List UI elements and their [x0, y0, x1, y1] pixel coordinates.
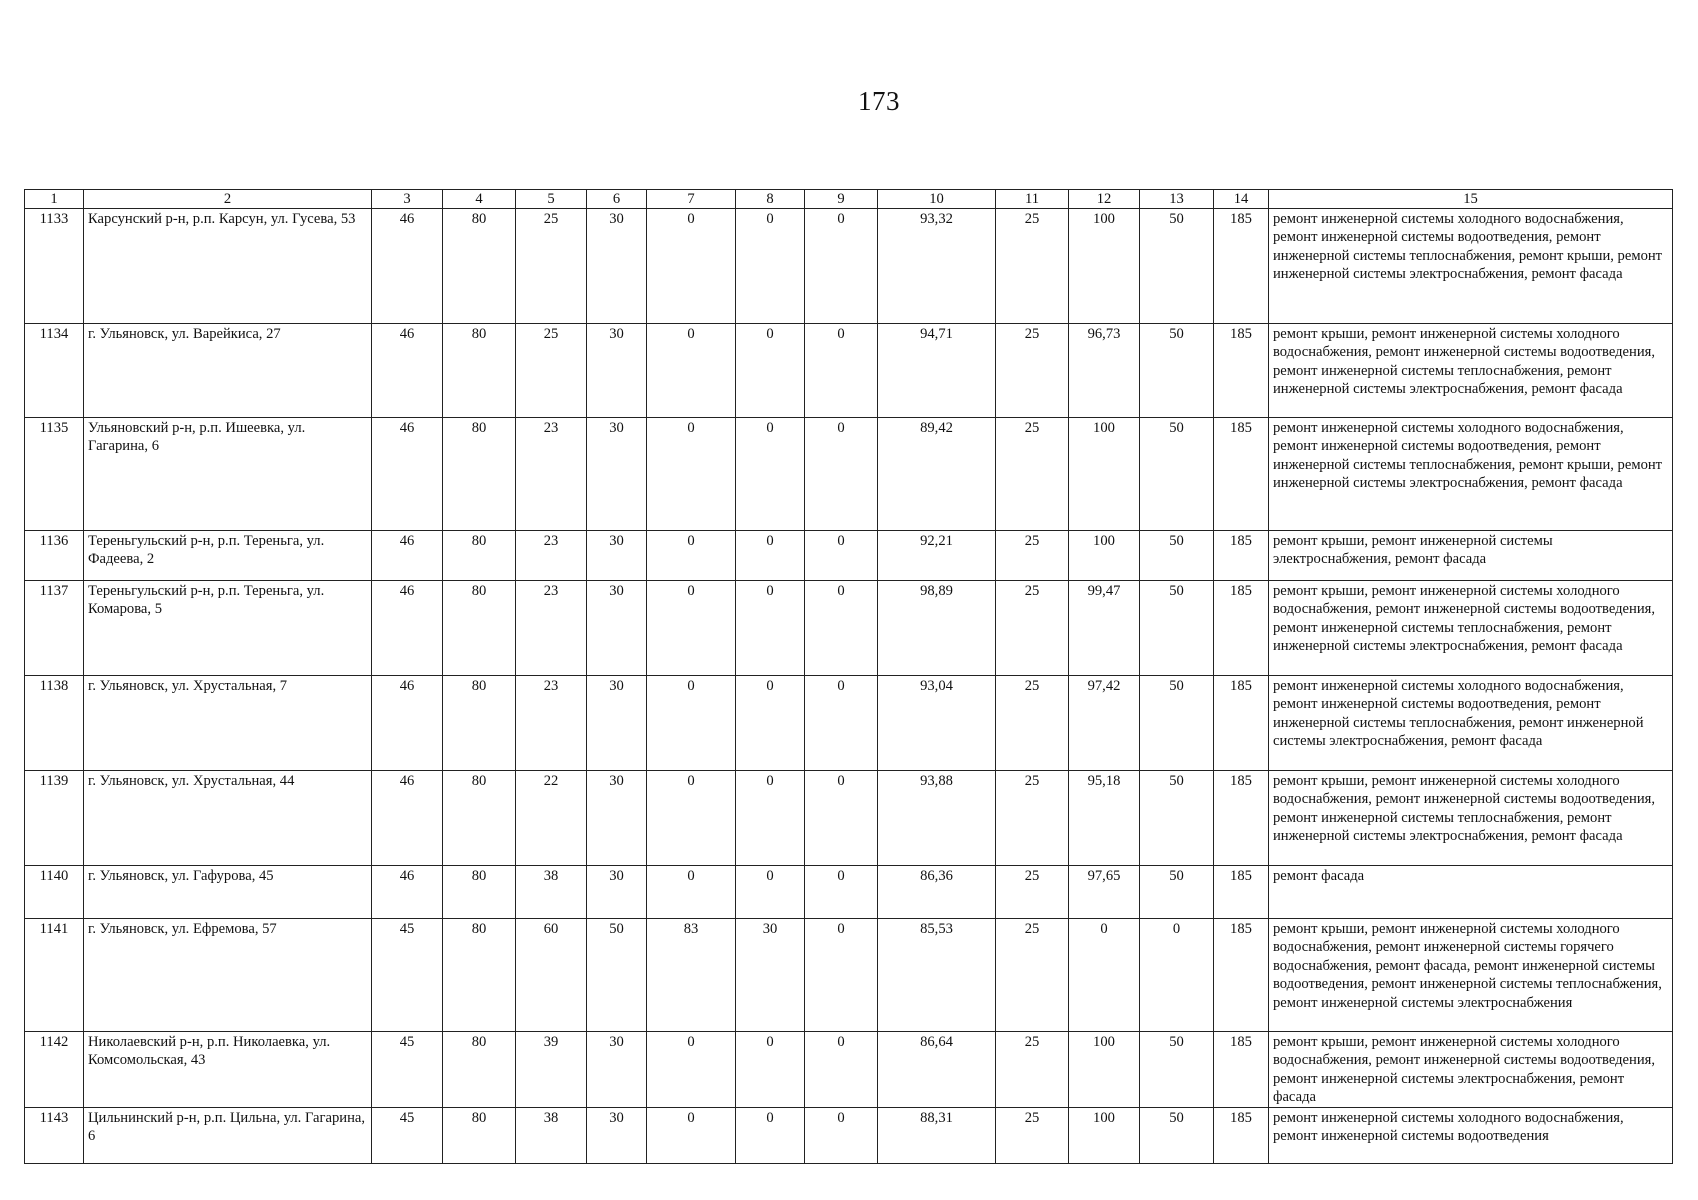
col-12-cell: 97,65	[1069, 866, 1140, 919]
col-6-cell: 30	[587, 866, 647, 919]
works-description-cell: ремонт инженерной системы холодного водоснабжения, ремонт инженерной системы водоотведения, ремонт инженерной системы теплоснабжения, ремонт крыши, ремонт инженерной системы электроснабжения, ремонт фасада	[1269, 418, 1673, 531]
col-12-cell: 100	[1069, 209, 1140, 324]
works-description-cell: ремонт инженерной системы холодного водоснабжения, ремонт инженерной системы водоотведения	[1269, 1107, 1673, 1163]
col-9-cell: 0	[805, 531, 878, 581]
col-3-cell: 46	[372, 531, 443, 581]
col-12-cell: 99,47	[1069, 581, 1140, 676]
col-10-cell: 89,42	[878, 418, 996, 531]
col-12-cell: 0	[1069, 919, 1140, 1032]
row-number: 1136	[25, 531, 84, 581]
col-3-cell: 45	[372, 1107, 443, 1163]
table-row	[25, 209, 1673, 324]
table-row	[25, 771, 1673, 866]
col-7-cell: 0	[647, 1032, 736, 1108]
col-8-cell: 0	[736, 866, 805, 919]
column-header-2: 2	[84, 190, 372, 209]
col-3-cell: 46	[372, 324, 443, 418]
col-14-cell: 185	[1214, 1032, 1269, 1108]
table-row	[25, 676, 1673, 771]
col-8-cell: 0	[736, 676, 805, 771]
address-cell: Тереньгульский р-н, р.п. Тереньга, ул. Фадеева, 2	[84, 531, 372, 581]
works-description-cell: ремонт инженерной системы холодного водоснабжения, ремонт инженерной системы водоотведения, ремонт инженерной системы теплоснабжения, ремонт крыши, ремонт инженерной системы электроснабжения, ремонт фасада	[1269, 209, 1673, 324]
row-number: 1140	[25, 866, 84, 919]
col-14-cell: 185	[1214, 1107, 1269, 1163]
col-5-cell: 39	[516, 1032, 587, 1108]
col-3-cell: 46	[372, 418, 443, 531]
col-10-cell: 86,64	[878, 1032, 996, 1108]
address-cell: г. Ульяновск, ул. Хрустальная, 7	[84, 676, 372, 771]
address-cell: г. Ульяновск, ул. Ефремова, 57	[84, 919, 372, 1032]
col-9-cell: 0	[805, 581, 878, 676]
column-header-12: 12	[1069, 190, 1140, 209]
works-description-cell: ремонт крыши, ремонт инженерной системы электроснабжения, ремонт фасада	[1269, 531, 1673, 581]
works-description-cell: ремонт крыши, ремонт инженерной системы холодного водоснабжения, ремонт инженерной системы водоотведения, ремонт инженерной системы электроснабжения, ремонт фасада	[1269, 1032, 1673, 1108]
col-9-cell: 0	[805, 324, 878, 418]
col-8-cell: 0	[736, 531, 805, 581]
col-10-cell: 93,88	[878, 771, 996, 866]
col-7-cell: 0	[647, 676, 736, 771]
col-7-cell: 0	[647, 866, 736, 919]
col-13-cell: 50	[1140, 209, 1214, 324]
col-14-cell: 185	[1214, 676, 1269, 771]
table-row	[25, 324, 1673, 418]
col-3-cell: 45	[372, 1032, 443, 1108]
col-13-cell: 50	[1140, 1107, 1214, 1163]
address-cell: Ульяновский р-н, р.п. Ишеевка, ул. Гагарина, 6	[84, 418, 372, 531]
row-number: 1134	[25, 324, 84, 418]
works-description-cell: ремонт крыши, ремонт инженерной системы холодного водоснабжения, ремонт инженерной системы водоотведения, ремонт инженерной системы теплоснабжения, ремонт инженерной системы электроснабжения, ремонт фасада	[1269, 324, 1673, 418]
column-header-7: 7	[647, 190, 736, 209]
column-header-15: 15	[1269, 190, 1673, 209]
column-header-6: 6	[587, 190, 647, 209]
col-11-cell: 25	[996, 919, 1069, 1032]
col-10-cell: 98,89	[878, 581, 996, 676]
col-8-cell: 0	[736, 1032, 805, 1108]
col-7-cell: 0	[647, 581, 736, 676]
col-14-cell: 185	[1214, 919, 1269, 1032]
col-12-cell: 95,18	[1069, 771, 1140, 866]
col-13-cell: 50	[1140, 771, 1214, 866]
col-10-cell: 88,31	[878, 1107, 996, 1163]
col-5-cell: 22	[516, 771, 587, 866]
row-number: 1133	[25, 209, 84, 324]
column-header-1: 1	[25, 190, 84, 209]
row-number: 1143	[25, 1107, 84, 1163]
row-number: 1135	[25, 418, 84, 531]
col-4-cell: 80	[443, 581, 516, 676]
col-14-cell: 185	[1214, 209, 1269, 324]
col-3-cell: 46	[372, 209, 443, 324]
col-10-cell: 85,53	[878, 919, 996, 1032]
col-14-cell: 185	[1214, 531, 1269, 581]
col-12-cell: 96,73	[1069, 324, 1140, 418]
col-6-cell: 30	[587, 531, 647, 581]
col-4-cell: 80	[443, 676, 516, 771]
col-14-cell: 185	[1214, 581, 1269, 676]
col-5-cell: 60	[516, 919, 587, 1032]
col-7-cell: 83	[647, 919, 736, 1032]
header-row	[25, 190, 1673, 209]
table-row	[25, 418, 1673, 531]
table-row	[25, 866, 1673, 919]
col-14-cell: 185	[1214, 418, 1269, 531]
table-row	[25, 1107, 1673, 1163]
col-6-cell: 30	[587, 324, 647, 418]
col-14-cell: 185	[1214, 324, 1269, 418]
col-9-cell: 0	[805, 919, 878, 1032]
table-row	[25, 919, 1673, 1032]
col-4-cell: 80	[443, 919, 516, 1032]
works-description-cell: ремонт фасада	[1269, 866, 1673, 919]
col-6-cell: 30	[587, 418, 647, 531]
works-description-cell: ремонт крыши, ремонт инженерной системы холодного водоснабжения, ремонт инженерной системы водоотведения, ремонт инженерной системы теплоснабжения, ремонт инженерной системы электроснабжения, ремонт фасада	[1269, 581, 1673, 676]
col-5-cell: 23	[516, 531, 587, 581]
address-cell: г. Ульяновск, ул. Хрустальная, 44	[84, 771, 372, 866]
col-10-cell: 93,32	[878, 209, 996, 324]
col-10-cell: 86,36	[878, 866, 996, 919]
works-description-cell: ремонт крыши, ремонт инженерной системы холодного водоснабжения, ремонт инженерной системы горячего водоснабжения, ремонт фасада, ремонт инженерной системы водоотведения, ремонт инженерной системы теплоснабжения, ремонт инженерной системы электроснабжения	[1269, 919, 1673, 1032]
col-9-cell: 0	[805, 1032, 878, 1108]
page-number: 173	[858, 86, 900, 116]
row-number: 1137	[25, 581, 84, 676]
table-body	[25, 209, 1673, 1164]
col-8-cell: 30	[736, 919, 805, 1032]
col-7-cell: 0	[647, 1107, 736, 1163]
col-8-cell: 0	[736, 1107, 805, 1163]
address-cell: г. Ульяновск, ул. Гафурова, 45	[84, 866, 372, 919]
col-6-cell: 30	[587, 771, 647, 866]
table-row	[25, 581, 1673, 676]
col-11-cell: 25	[996, 771, 1069, 866]
col-7-cell: 0	[647, 209, 736, 324]
col-9-cell: 0	[805, 209, 878, 324]
col-6-cell: 30	[587, 1107, 647, 1163]
col-3-cell: 46	[372, 676, 443, 771]
col-6-cell: 30	[587, 676, 647, 771]
col-6-cell: 30	[587, 209, 647, 324]
col-3-cell: 46	[372, 771, 443, 866]
column-header-5: 5	[516, 190, 587, 209]
address-cell: Тереньгульский р-н, р.п. Тереньга, ул. Комарова, 5	[84, 581, 372, 676]
repair-program-table	[24, 189, 1673, 1164]
col-13-cell: 50	[1140, 324, 1214, 418]
row-number: 1138	[25, 676, 84, 771]
col-11-cell: 25	[996, 418, 1069, 531]
works-description-cell: ремонт крыши, ремонт инженерной системы холодного водоснабжения, ремонт инженерной системы водоотведения, ремонт инженерной системы теплоснабжения, ремонт инженерной системы электроснабжения, ремонт фасада	[1269, 771, 1673, 866]
table-row	[25, 1032, 1673, 1108]
col-13-cell: 50	[1140, 866, 1214, 919]
col-12-cell: 100	[1069, 531, 1140, 581]
col-3-cell: 46	[372, 866, 443, 919]
col-13-cell: 50	[1140, 1032, 1214, 1108]
col-5-cell: 23	[516, 581, 587, 676]
col-11-cell: 25	[996, 866, 1069, 919]
col-13-cell: 50	[1140, 581, 1214, 676]
row-number: 1141	[25, 919, 84, 1032]
col-8-cell: 0	[736, 209, 805, 324]
col-9-cell: 0	[805, 866, 878, 919]
col-4-cell: 80	[443, 866, 516, 919]
col-8-cell: 0	[736, 771, 805, 866]
col-7-cell: 0	[647, 771, 736, 866]
col-12-cell: 100	[1069, 1107, 1140, 1163]
column-header-11: 11	[996, 190, 1069, 209]
col-5-cell: 23	[516, 418, 587, 531]
col-12-cell: 100	[1069, 1032, 1140, 1108]
col-12-cell: 97,42	[1069, 676, 1140, 771]
row-number: 1139	[25, 771, 84, 866]
column-header-9: 9	[805, 190, 878, 209]
col-4-cell: 80	[443, 771, 516, 866]
address-cell: г. Ульяновск, ул. Варейкиса, 27	[84, 324, 372, 418]
col-6-cell: 30	[587, 581, 647, 676]
address-cell: Карсунский р-н, р.п. Карсун, ул. Гусева, 53	[84, 209, 372, 324]
address-cell: Николаевский р-н, р.п. Николаевка, ул. Комсомольская, 43	[84, 1032, 372, 1108]
col-13-cell: 50	[1140, 418, 1214, 531]
column-header-13: 13	[1140, 190, 1214, 209]
col-5-cell: 25	[516, 324, 587, 418]
col-5-cell: 25	[516, 209, 587, 324]
column-header-8: 8	[736, 190, 805, 209]
col-11-cell: 25	[996, 676, 1069, 771]
col-4-cell: 80	[443, 418, 516, 531]
col-9-cell: 0	[805, 676, 878, 771]
col-13-cell: 50	[1140, 531, 1214, 581]
col-13-cell: 50	[1140, 676, 1214, 771]
col-11-cell: 25	[996, 1032, 1069, 1108]
col-14-cell: 185	[1214, 771, 1269, 866]
col-8-cell: 0	[736, 581, 805, 676]
col-7-cell: 0	[647, 418, 736, 531]
col-13-cell: 0	[1140, 919, 1214, 1032]
col-11-cell: 25	[996, 324, 1069, 418]
column-header-10: 10	[878, 190, 996, 209]
col-8-cell: 0	[736, 324, 805, 418]
col-4-cell: 80	[443, 324, 516, 418]
row-number: 1142	[25, 1032, 84, 1108]
col-5-cell: 38	[516, 866, 587, 919]
column-header-14: 14	[1214, 190, 1269, 209]
col-4-cell: 80	[443, 1032, 516, 1108]
col-5-cell: 23	[516, 676, 587, 771]
column-header-4: 4	[443, 190, 516, 209]
col-4-cell: 80	[443, 209, 516, 324]
address-cell: Цильнинский р-н, р.п. Цильна, ул. Гагарина, 6	[84, 1107, 372, 1163]
col-11-cell: 25	[996, 1107, 1069, 1163]
table-row	[25, 531, 1673, 581]
col-9-cell: 0	[805, 1107, 878, 1163]
col-3-cell: 45	[372, 919, 443, 1032]
col-6-cell: 50	[587, 919, 647, 1032]
col-10-cell: 94,71	[878, 324, 996, 418]
col-9-cell: 0	[805, 418, 878, 531]
col-9-cell: 0	[805, 771, 878, 866]
col-10-cell: 93,04	[878, 676, 996, 771]
works-description-cell: ремонт инженерной системы холодного водоснабжения, ремонт инженерной системы водоотведения, ремонт инженерной системы теплоснабжения, ремонт инженерной системы электроснабжения, ремонт фасада	[1269, 676, 1673, 771]
col-7-cell: 0	[647, 531, 736, 581]
col-14-cell: 185	[1214, 866, 1269, 919]
col-3-cell: 46	[372, 581, 443, 676]
col-5-cell: 38	[516, 1107, 587, 1163]
col-12-cell: 100	[1069, 418, 1140, 531]
col-7-cell: 0	[647, 324, 736, 418]
col-8-cell: 0	[736, 418, 805, 531]
col-10-cell: 92,21	[878, 531, 996, 581]
col-11-cell: 25	[996, 531, 1069, 581]
col-6-cell: 30	[587, 1032, 647, 1108]
col-4-cell: 80	[443, 531, 516, 581]
col-11-cell: 25	[996, 209, 1069, 324]
col-11-cell: 25	[996, 581, 1069, 676]
column-header-3: 3	[372, 190, 443, 209]
col-4-cell: 80	[443, 1107, 516, 1163]
